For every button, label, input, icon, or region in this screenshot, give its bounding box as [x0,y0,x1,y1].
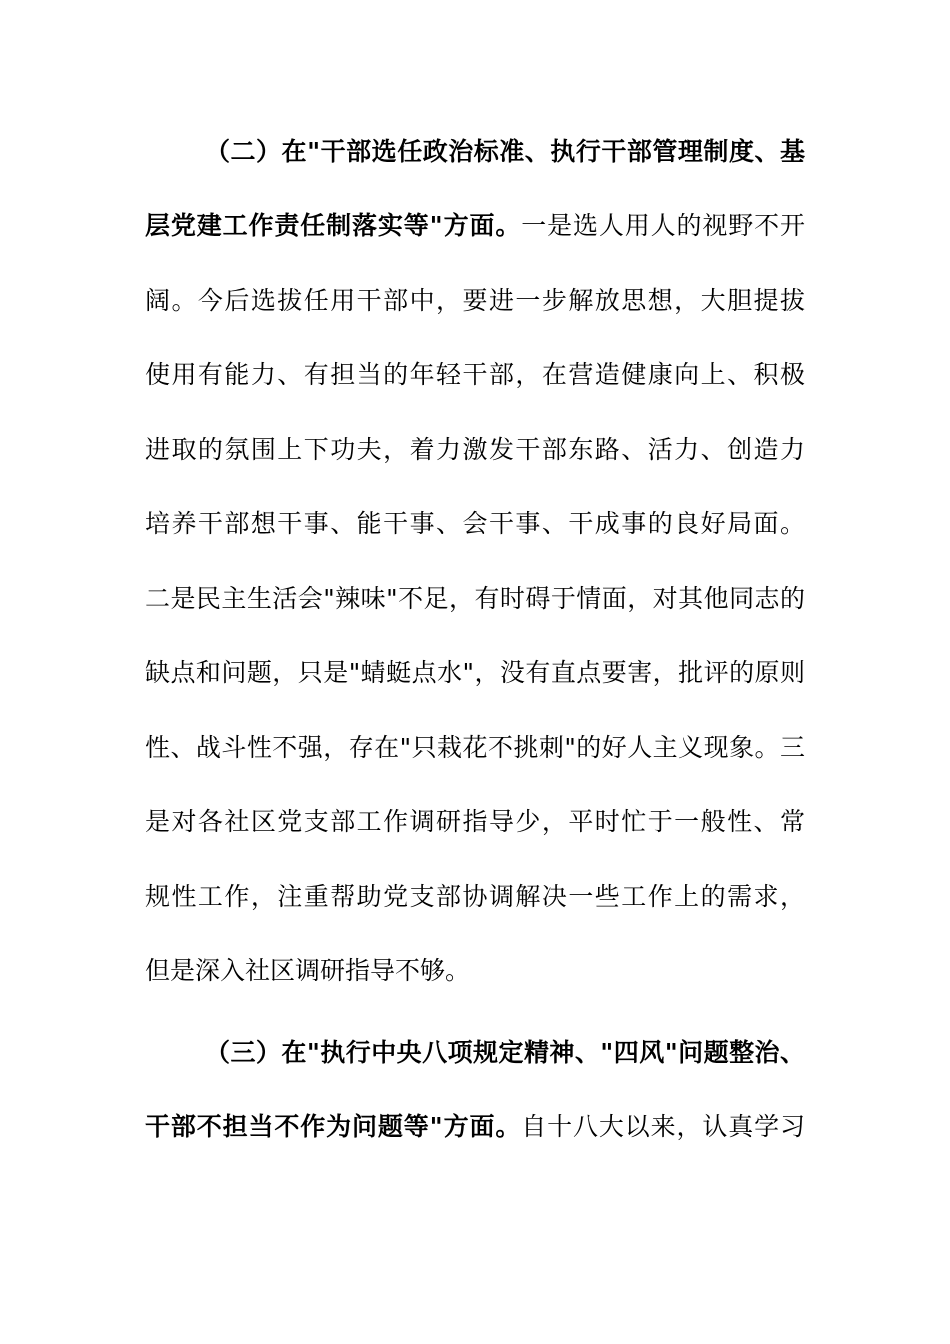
section2-line-5 [145,434,805,466]
section2-line-3 [145,285,805,317]
section2-line-1 [205,136,805,168]
section2-heading-part1: （二）在"干部选任政治标准、执行干部管理制度、基 [205,137,805,166]
section2-text: 二是民主生活会"辣味"不足，有时碍于情面，对其他同志的 [145,584,805,613]
section2-line-2 [145,210,805,242]
section2-line-4 [145,359,805,391]
section2-text: 一是选人用人的视野不开 [521,211,805,240]
section2-line-11 [145,881,805,913]
section2-text: 规性工作，注重帮助党支部协调解决一些工作上的需求， [145,882,805,911]
section2-text: 使用有能力、有担当的年轻干部，在营造健康向上、积极 [145,360,805,389]
section2-line-6 [145,508,805,540]
section3-line-1 [205,1037,805,1069]
section2-line-8 [145,657,805,689]
section2-line-12 [145,955,805,987]
section2-line-9 [145,732,805,764]
section2-heading-part2: 层党建工作责任制落实等"方面。 [145,211,522,240]
section3-heading-part1: （三）在"执行中央八项规定精神、"四风"问题整治、 [205,1038,805,1067]
section2-text: 阔。今后选拔任用干部中，要进一步解放思想，大胆提拔 [145,286,805,315]
section2-text: 但是深入社区调研指导不够。 [145,956,471,985]
section3-heading-part2: 干部不担当不作为问题等"方面。 [145,1112,522,1141]
section2-line-7 [145,583,805,615]
section3-line-2 [145,1111,805,1143]
section2-text: 是对各社区党支部工作调研指导少，平时忙于一般性、常 [145,807,805,836]
section2-text: 进取的氛围上下功夫，着力激发干部东路、活力、创造力 [145,435,805,464]
section2-text: 缺点和问题，只是"蜻蜓点水"，没有直点要害，批评的原则 [145,658,805,687]
section2-text: 性、战斗性不强，存在"只栽花不挑刺"的好人主义现象。三 [145,733,805,762]
section3-text: 自十八大以来，认真学习 [521,1112,805,1141]
section2-text: 培养干部想干事、能干事、会干事、干成事的良好局面。 [145,509,805,538]
section2-line-10 [145,806,805,838]
